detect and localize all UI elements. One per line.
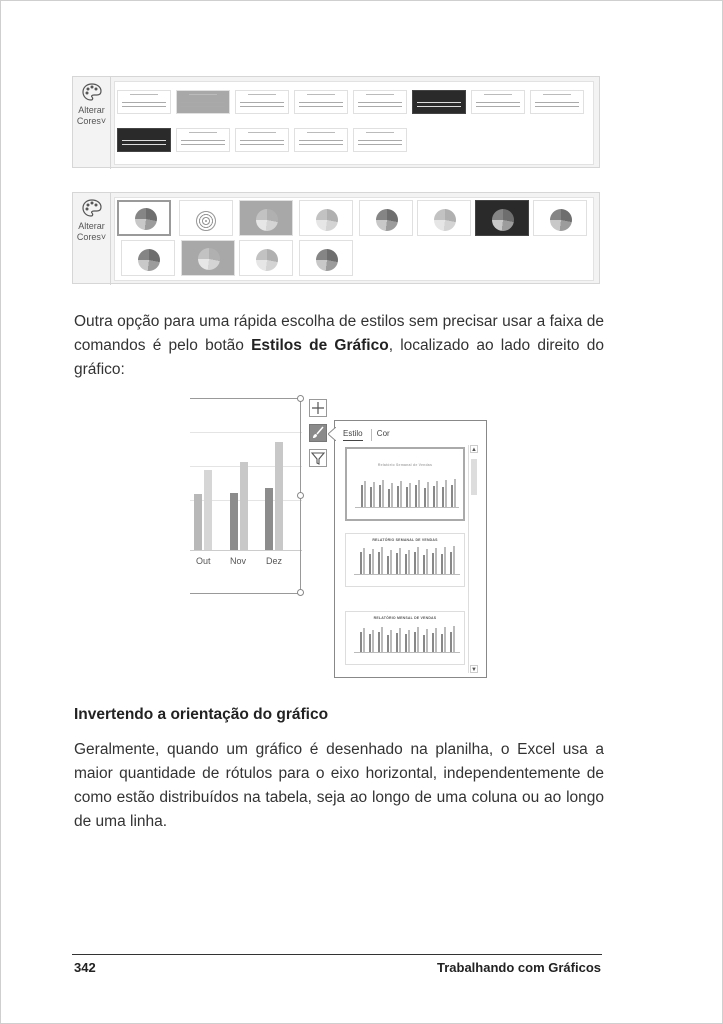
- pie-style-thumb-10[interactable]: [181, 240, 235, 276]
- change-colors-label-1: Alterar: [78, 221, 105, 231]
- line-style-thumb-13[interactable]: [353, 128, 407, 152]
- pie-style-thumb-12[interactable]: [299, 240, 353, 276]
- scroll-down-icon[interactable]: ▼: [471, 667, 477, 673]
- paragraph1-before: Outra opção para uma rápida escolha de estilos sem precisar usar a faixa de comandos é pelo botão: [74, 313, 604, 354]
- chart-plot-area: [190, 398, 302, 594]
- footer-rule: [72, 954, 602, 955]
- line-style-thumb-12[interactable]: [294, 128, 348, 152]
- tab-separator: [371, 429, 372, 441]
- line-style-thumb-5[interactable]: [353, 90, 407, 114]
- chart-styles-gallery-pie: [72, 192, 600, 284]
- paragraph-orientation: Geralmente, quando um gráfico é desenhado na planilha, o Excel usa a maior quantidade de rótulos para o eixo horizontal, independentemente de como estão distribuídos na tabela, seja ao longo de uma coluna ou ao longo de uma linha.: [74, 741, 604, 830]
- pie-style-thumb-5[interactable]: [359, 200, 413, 236]
- chapter-title: Trabalhando com Gráficos: [437, 960, 601, 975]
- bar-nov-2: [240, 462, 248, 550]
- x-label-out: Out: [196, 556, 211, 566]
- line-style-thumb-8[interactable]: [530, 90, 584, 114]
- pie-style-thumb-9[interactable]: [121, 240, 175, 276]
- scroll-thumb[interactable]: [471, 459, 477, 495]
- palette-icon: [82, 199, 102, 217]
- bar-dez-1: [265, 488, 273, 550]
- paragraph1-bold: Estilos de Gráfico: [251, 337, 389, 354]
- tab-cor[interactable]: Cor: [376, 429, 390, 438]
- pie-style-thumb-11[interactable]: [239, 240, 293, 276]
- line-style-thumb-4[interactable]: [294, 90, 348, 114]
- change-colors-button[interactable]: [73, 77, 111, 169]
- scroll-up-icon[interactable]: ▲: [471, 447, 477, 453]
- panel-pointer: [328, 427, 336, 441]
- chart-frame-bottom: [190, 593, 300, 594]
- palette-icon: [82, 83, 102, 101]
- bar-out-2: [204, 470, 212, 550]
- bar-dez-2: [275, 442, 283, 550]
- pie-style-thumb-3[interactable]: [239, 200, 293, 236]
- chart-styles-button[interactable]: [309, 424, 327, 442]
- resize-handle-top[interactable]: [297, 395, 304, 402]
- chart-elements-button[interactable]: [309, 399, 327, 417]
- pie-style-thumb-7[interactable]: [475, 200, 529, 236]
- line-style-thumb-11[interactable]: [235, 128, 289, 152]
- line-style-thumb-6[interactable]: [412, 90, 466, 114]
- line-style-thumb-1[interactable]: [117, 90, 171, 114]
- line-style-thumb-3[interactable]: [235, 90, 289, 114]
- chart-filters-button[interactable]: [309, 449, 327, 467]
- panel-scrollbar[interactable]: [468, 445, 478, 673]
- change-colors-label-1: Alterar: [78, 105, 105, 115]
- tab-estilo[interactable]: Estilo: [343, 429, 363, 441]
- dropdown-arrow-icon: ˅: [100, 116, 107, 126]
- brush-icon: [310, 425, 326, 441]
- x-label-dez: Dez: [266, 556, 283, 566]
- chart-styles-gallery-line: [72, 76, 600, 168]
- style-thumbnail-grid: [114, 81, 594, 165]
- line-style-thumb-7[interactable]: [471, 90, 525, 114]
- filter-icon: [310, 450, 326, 466]
- line-style-thumb-10[interactable]: [176, 128, 230, 152]
- line-style-thumb-2[interactable]: [176, 90, 230, 114]
- style-thumbnail-grid: [114, 197, 594, 281]
- mini-chart-title-monthly: RELATÓRIO MENSAL DE VENDAS: [373, 616, 437, 620]
- style-option-3[interactable]: [345, 611, 465, 665]
- change-colors-button-2[interactable]: [73, 193, 111, 285]
- dropdown-arrow-icon: ˅: [100, 232, 107, 242]
- pie-style-thumb-2[interactable]: [179, 200, 233, 236]
- paragraph1-after: , localizado ao lado direito do gráfico:: [74, 337, 604, 378]
- bar-nov-1: [230, 493, 238, 550]
- section-heading: Invertendo a orientação do gráfico: [74, 706, 329, 723]
- mini-chart-title-weekly: RELATÓRIO SEMANAL DE VENDAS: [372, 538, 438, 542]
- change-colors-label-2: Cores: [76, 116, 101, 126]
- line-style-thumb-9[interactable]: [117, 128, 171, 152]
- style-option-2[interactable]: [345, 533, 465, 587]
- chart-frame-top: [190, 398, 300, 399]
- page-number: 342: [74, 960, 96, 975]
- resize-handle-bottom[interactable]: [297, 589, 304, 596]
- style-option-1[interactable]: Relatório Semanal de Vendas: [345, 447, 465, 521]
- pie-style-thumb-6[interactable]: [417, 200, 471, 236]
- chart-styles-panel: [334, 420, 487, 678]
- paragraph-styles-button: [74, 310, 604, 382]
- x-label-nov: Nov: [230, 556, 247, 566]
- plus-icon: [310, 400, 326, 416]
- pie-style-thumb-1[interactable]: [117, 200, 171, 236]
- panel-tabs: [343, 429, 402, 441]
- bar-out-1: [194, 494, 202, 550]
- resize-handle-middle[interactable]: [297, 492, 304, 499]
- pie-style-thumb-8[interactable]: [533, 200, 587, 236]
- change-colors-label-2: Cores: [76, 232, 101, 242]
- pie-style-thumb-4[interactable]: [299, 200, 353, 236]
